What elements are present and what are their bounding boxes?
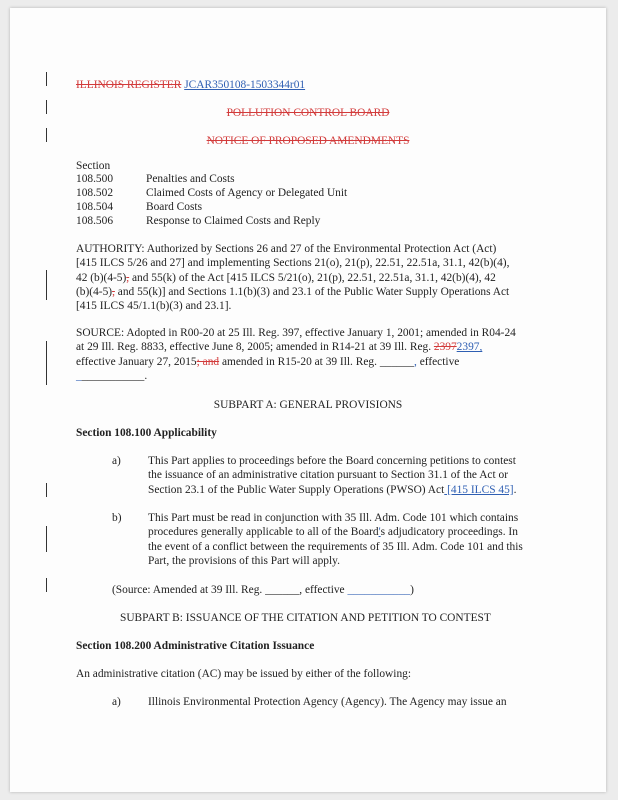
section-title: Penalties and Costs — [146, 173, 235, 185]
item-b-text-span: procedures generally applicable to all of the Board — [148, 526, 379, 539]
notice-title-struck: NOTICE OF PROPOSED AMENDMENTS — [206, 135, 410, 147]
item-a-line: This Part applies to proceedings before the Board concerning petitions to contest — [148, 455, 516, 467]
item-a-line — [148, 483, 516, 497]
change-bar — [46, 526, 47, 552]
item-b-line: Part, the provisions of this Part will apply. — [148, 554, 340, 567]
authority-line — [76, 285, 509, 299]
document-page — [10, 8, 606, 792]
section-number: 108.500 — [76, 173, 114, 185]
section-list-row — [76, 215, 320, 227]
authority-text: (b)(4-5) — [76, 285, 113, 298]
section-list-label: Section — [76, 160, 111, 172]
authority-paragraph — [76, 242, 509, 313]
inserted-apostrophe: ' — [378, 526, 381, 539]
inserted-comma: , — [413, 355, 417, 368]
item-b-line: This Part must be read in conjunction with 35 Ill. Adm. Code 101 which contains — [148, 512, 519, 524]
authority-line: [415 ILCS 45/1.1(b)(3) and 23.1]. — [76, 300, 232, 313]
section-title: Response to Claimed Costs and Reply — [146, 215, 321, 227]
section-title: Board Costs — [146, 201, 203, 213]
struck-and: ; and — [196, 355, 220, 368]
section-list-row — [76, 201, 202, 213]
source-text: effective — [416, 355, 460, 368]
register-title-struck: ILLINOIS REGISTER — [76, 79, 182, 91]
section-108-100-heading: Section 108.100 Applicability — [76, 427, 217, 439]
section-title: Claimed Costs of Agency or Delegated Unit — [146, 187, 348, 199]
subpart-b-intro: An administrative citation (AC) may be issued by either of the following: — [76, 668, 412, 680]
board-title-struck: POLLUTION CONTROL BOARD — [226, 107, 390, 119]
notice-header — [10, 134, 606, 148]
authority-text: and 55(k)] and Sections 1.1(b)(3) and 23.1 of the Public Water Supply Operations Act — [114, 285, 510, 298]
item-a-line: the issuance of an administrative citation pursuant to Section 31.1 of the Act or — [148, 469, 508, 482]
item-b-text — [148, 511, 523, 568]
item-b-text-span: s adjudicatory proceedings. In — [380, 526, 518, 539]
section-108-200-heading: Section 108.200 Administrative Citation Issuance — [76, 640, 315, 652]
change-bar — [46, 341, 47, 385]
source-text: amended in R15-20 at 39 Ill. Reg. — [219, 355, 380, 368]
item-a-text-span: Section 23.1 of the Public Water Supply Operations (PWSO) Act — [148, 483, 445, 496]
change-bar — [46, 72, 47, 86]
board-header — [10, 106, 606, 120]
source-paragraph — [76, 326, 516, 383]
source-note-text: (Source: Amended at 39 Ill. Reg. — [112, 584, 266, 596]
item-b-line: the event of a conflict between the requirements of 35 Ill. Adm. Code 101 and this — [148, 540, 523, 553]
authority-text: and 55(k) of the Act [415 ILCS 5/21(o), 21(p), 22.51, 22.51a, 31.1, 42(b)(4), 42 — [129, 271, 496, 284]
source-line — [76, 355, 516, 369]
register-header — [76, 78, 305, 92]
source-line: SOURCE: Adopted in R00-20 at 25 Ill. Reg. 397, effective January 1, 2001; amended in R04-24 — [76, 327, 516, 339]
section-number: 108.502 — [76, 187, 114, 199]
item-a-line: Illinois Environmental Protection Agency (Agency). The Agency may issue an — [148, 696, 507, 708]
source-text: at 29 Ill. Reg. 8833, effective June 8, 2005; amended in R14-21 at 39 Ill. Reg. — [76, 341, 434, 354]
section-number: 108.506 — [76, 215, 114, 227]
subpart-b-title: SUBPART B: ISSUANCE OF THE CITATION AND PETITION TO CONTEST — [120, 612, 491, 624]
source-note-text: ) — [410, 584, 414, 596]
item-b-line — [148, 525, 523, 539]
section-list-row — [76, 187, 347, 199]
source-line — [76, 369, 516, 383]
authority-line — [76, 271, 509, 285]
authority-line: [415 ILCS 5/26 and 27] and implementing Sections 21(o), 21(p), 22.51, 22.51a, 31.1, 42(b)(4), — [76, 257, 510, 270]
source-note — [112, 583, 414, 597]
struck-comma: , — [112, 285, 115, 298]
inserted-mark: _ — [76, 369, 82, 382]
change-bar — [46, 270, 47, 300]
item-a-period: . — [513, 483, 517, 496]
effective-date-blank: ___________. — [81, 369, 148, 382]
item-label: a) — [112, 455, 121, 467]
inserted-citation: [415 ILCS 45] — [444, 483, 514, 496]
section-number: 108.504 — [76, 201, 114, 213]
item-label: b) — [112, 512, 122, 524]
struck-page-number: 2397 — [433, 341, 457, 354]
reg-page-blank: ______ — [379, 355, 414, 368]
subpart-a-title: SUBPART A: GENERAL PROVISIONS — [213, 399, 403, 411]
authority-line: AUTHORITY: Authorized by Sections 26 and 27 of the Environmental Protection Act (Act) — [76, 243, 497, 255]
source-note-blank: ______ — [265, 584, 300, 596]
struck-comma: , — [126, 271, 130, 284]
change-bar — [46, 483, 47, 497]
source-note-blank-inserted: ___________ — [347, 584, 411, 596]
section-list-row — [76, 173, 235, 185]
inserted-page-number: 2397, — [456, 341, 483, 354]
source-line — [76, 340, 516, 354]
item-a-text — [148, 454, 516, 497]
source-text: effective January 27, 2015 — [76, 355, 197, 368]
change-bar — [46, 578, 47, 592]
authority-text: 42 (b)(4-5) — [76, 271, 127, 284]
item-label: a) — [112, 696, 121, 708]
source-note-text: , effective — [299, 584, 348, 596]
register-code: JCAR350108-1503344r01 — [184, 79, 306, 91]
